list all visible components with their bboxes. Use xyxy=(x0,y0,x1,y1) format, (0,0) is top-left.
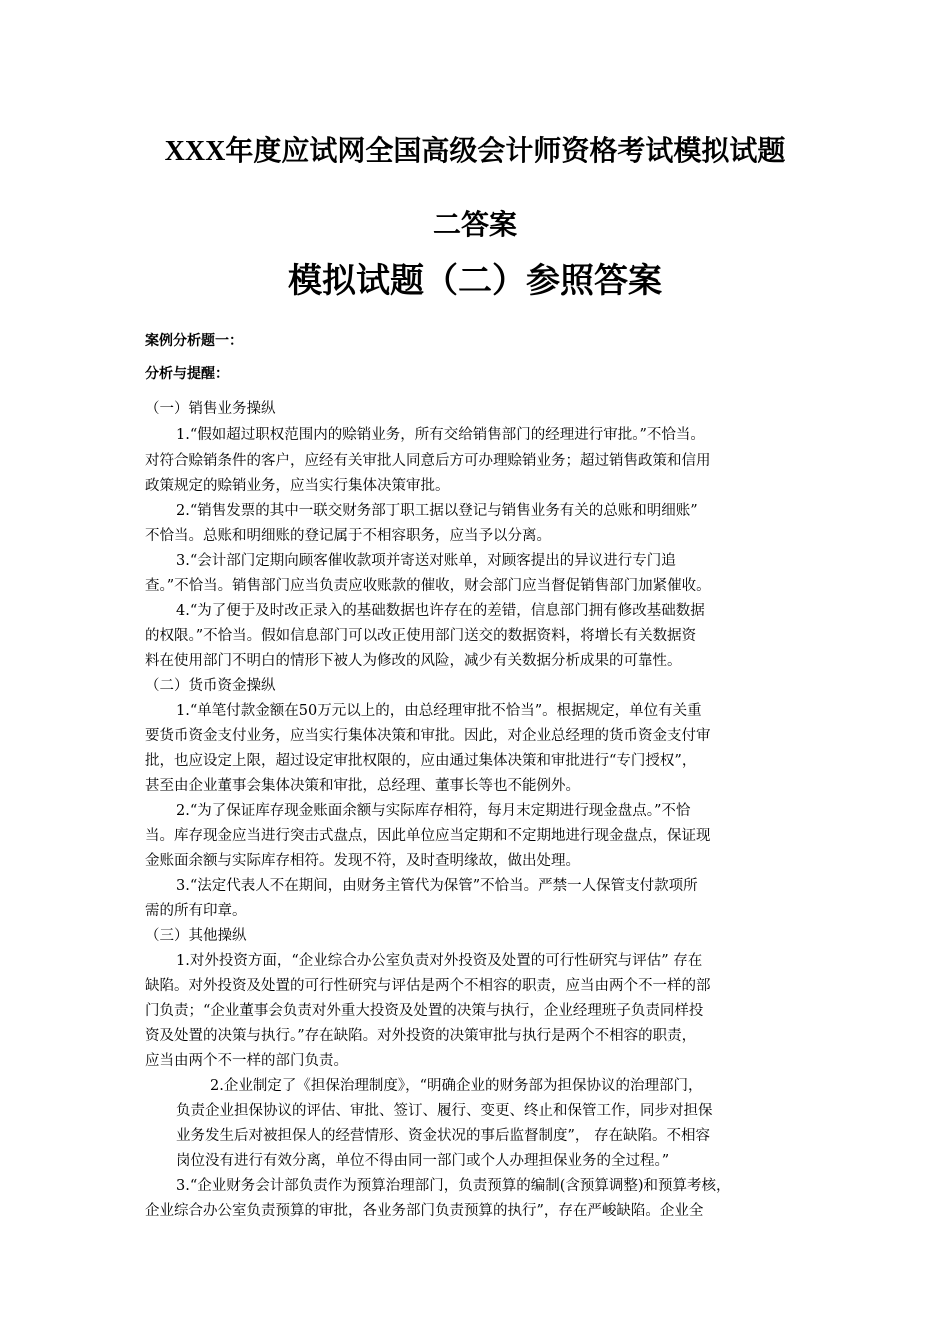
body-line: 不恰当。总账和明细账的登记属于不相容职务，应当予以分离。 xyxy=(145,528,551,544)
body-line: 3.“会计部门定期向顾客催收款项并寄送对账单，对顾客提出的异议进行专门追 xyxy=(176,553,676,569)
body-line: 要货币资金支付业务，应当实行集体决策和审批。因此，对企业总经理的货币资金支付审 xyxy=(145,728,711,744)
body-line: 对符合赊销条件的客户，应经有关审批人同意后方可办理赊销业务；超过销售政策和信用 xyxy=(145,453,711,469)
body-line: 1.对外投资方面，“企业综合办公室负责对外投资及处置的可行性研究与评估” 存在 xyxy=(176,953,703,969)
section-label-case: 案例分析题一： xyxy=(145,333,243,349)
body-line: 门负责；“企业董事会负责对外重大投资及处置的决策与执行，企业经理班子负责同样投 xyxy=(145,1003,704,1019)
body-line: 岗位没有进行有效分离，单位不得由同一部门或个人办理担保业务的全过程。” xyxy=(176,1153,670,1169)
body-line: 负责企业担保协议的评估、审批、签订、履行、变更、终止和保管工作，同步对担保 xyxy=(176,1103,713,1119)
body-line: 需的所有印章。 xyxy=(145,903,247,919)
body-line: 业务发生后对被担保人的经营情形、资金状况的事后监督制度”， 存在缺陷。不相容 xyxy=(176,1128,711,1144)
document-subtitle: 模拟试题（二）参照答案 xyxy=(288,261,662,301)
body-line: 1.“单笔付款金额在50万元以上的，由总经理审批不恰当”。根据规定，单位有关重 xyxy=(176,703,702,719)
body-line: 资及处置的决策与执行。”存在缺陷。对外投资的决策审批与执行是两个不相容的职责， xyxy=(145,1028,697,1044)
body-line: 查。”不恰当。销售部门应当负责应收账款的催收，财会部门应当督促销售部门加紧催收。 xyxy=(145,578,711,594)
body-line: 缺陷。对外投资及处置的可行性研究与评估是两个不相容的职责，应当由两个不一样的部 xyxy=(145,978,711,994)
body-line: 2.“销售发票的其中一联交财务部丁职工据以登记与销售业务有关的总账和明细账” xyxy=(176,503,698,519)
body-line: 3.“法定代表人不在期间，由财务主管代为保管”不恰当。严禁一人保管支付款项所 xyxy=(176,878,698,894)
body-line: 当。库存现金应当进行突击式盘点，因此单位应当定期和不定期地进行现金盘点，保证现 xyxy=(145,828,711,844)
body-line: 应当由两个不一样的部门负责。 xyxy=(145,1053,348,1069)
body-line: 政策规定的赊销业务，应当实行集体决策审批。 xyxy=(145,478,450,494)
heading-cash-control: （二）货币资金操纵 xyxy=(145,678,276,694)
body-line: 料在使用部门不明白的情形下被人为修改的风险，减少有关数据分析成果的可靠性。 xyxy=(145,653,682,669)
document-title-line-2: 二答案 xyxy=(432,210,517,241)
body-line: 1.“假如超过职权范围内的赊销业务，所有交给销售部门的经理进行审批。”不恰当。 xyxy=(176,427,705,443)
body-line: 甚至由企业董事会集体决策和审批，总经理、董事长等也不能例外。 xyxy=(145,778,580,794)
heading-sales-control: （一）销售业务操纵 xyxy=(145,401,276,417)
body-line: 金账面余额与实际库存相符。发现不符，及时查明缘故，做出处理。 xyxy=(145,853,580,869)
body-line: 3.“企业财务会计部负责作为预算治理部门，负责预算的编制(含预算调整)和预算考核， xyxy=(176,1178,731,1194)
body-line: 4.“为了便于及时改正录入的基础数据也许存在的差错，信息部门拥有修改基础数据 xyxy=(176,603,705,619)
body-line: 2.“为了保证库存现金账面余额与实际库存相符，每月末定期进行现金盘点。”不恰 xyxy=(176,803,691,819)
body-line: 批，也应设定上限，超过设定审批权限的，应由通过集体决策和审批进行“专门授权”， xyxy=(145,753,697,769)
document-title-line-1: XXX年度应试网全国高级会计师资格考试模拟试题 xyxy=(164,136,786,167)
body-line: 企业综合办公室负责预算的审批，各业务部门负责预算的执行”，存在严峻缺陷。企业全 xyxy=(145,1203,704,1219)
section-label-analysis: 分析与提醒： xyxy=(145,366,229,382)
body-line: 2.企业制定了《担保治理制度》，“明确企业的财务部为担保协议的治理部门， xyxy=(210,1078,703,1094)
heading-other-control: （三）其他操纵 xyxy=(145,928,247,944)
body-line: 的权限。”不恰当。假如信息部门可以改正使用部门送交的数据资料，将增长有关数据资 xyxy=(145,628,697,644)
